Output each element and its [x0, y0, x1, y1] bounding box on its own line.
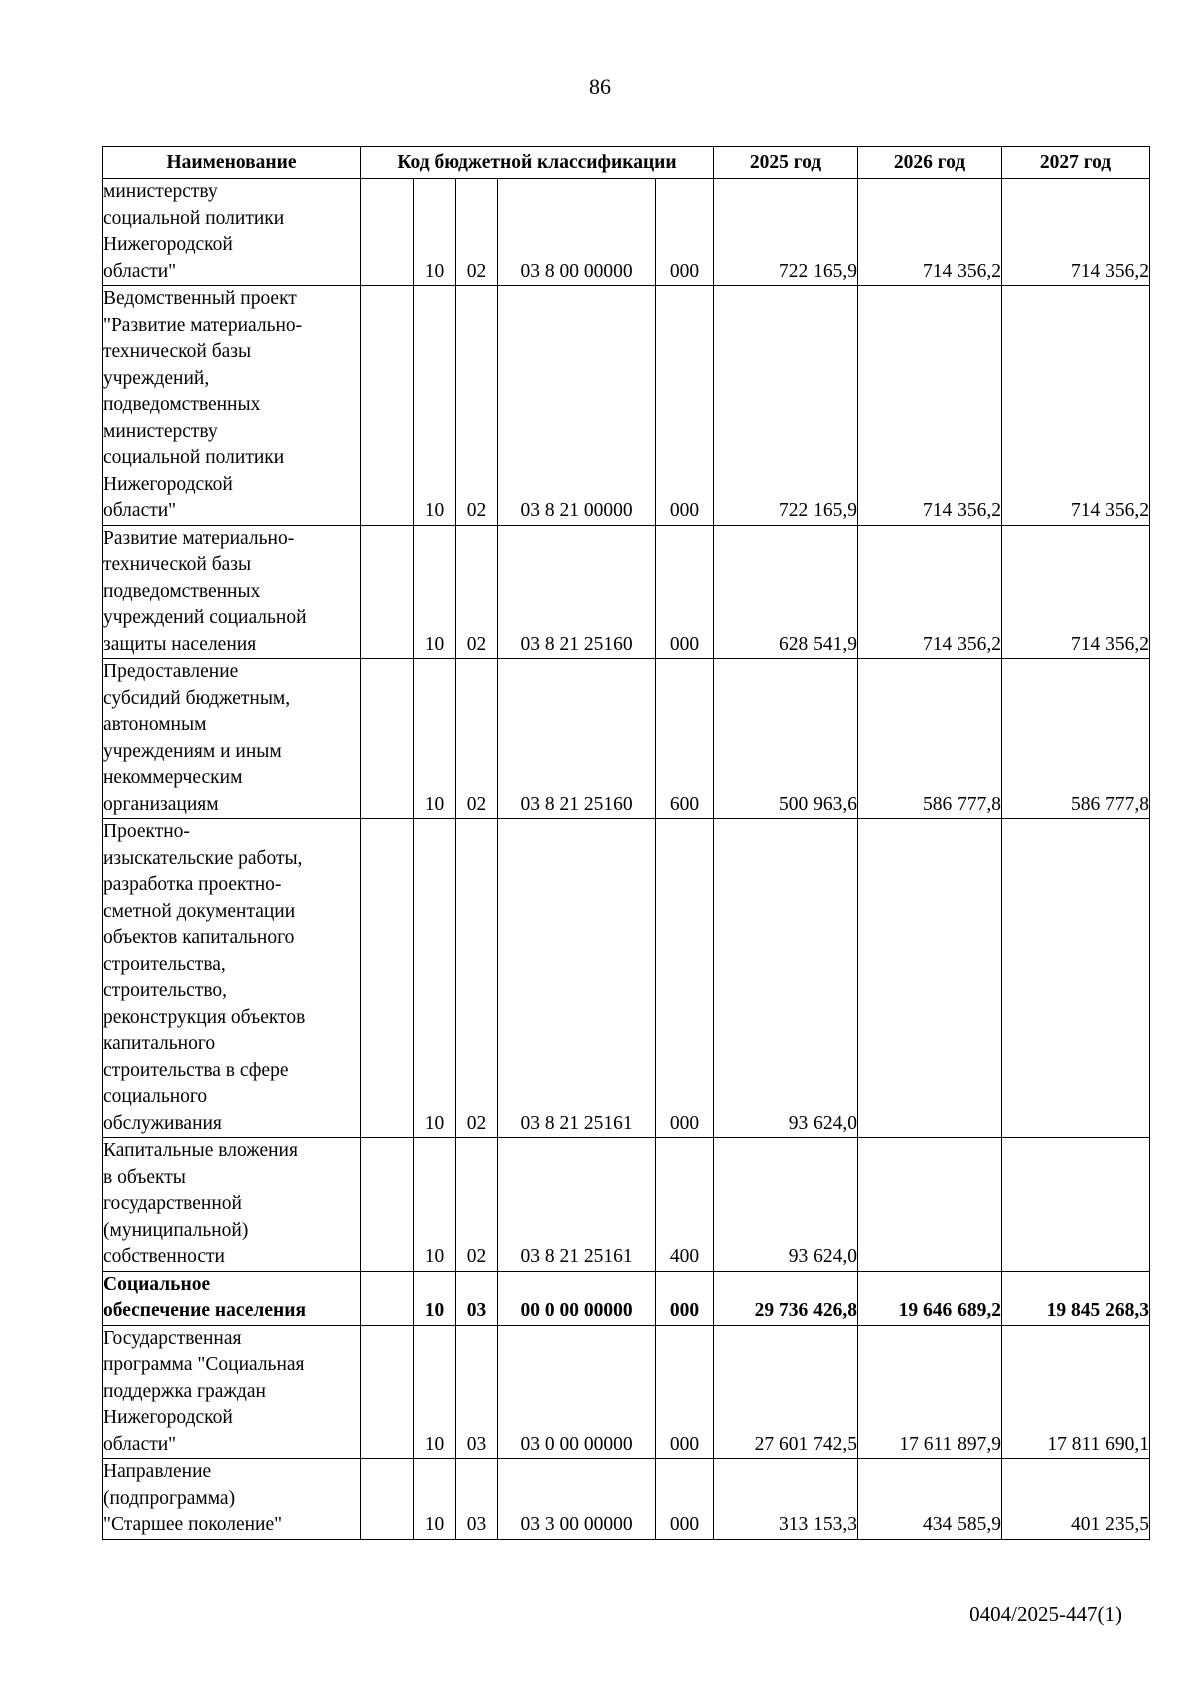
- row-name-line: области": [103, 260, 177, 282]
- row-name-line: обеспечение населения: [103, 1300, 306, 1321]
- amount-2026: 586 777,8: [858, 659, 1002, 819]
- code-part-1: [361, 1138, 414, 1272]
- row-name-line: Нижегородской: [103, 234, 233, 255]
- code-part-1: [361, 819, 414, 1138]
- code-expense-type: 000: [656, 286, 714, 526]
- code-part-1: [361, 179, 414, 286]
- amount-2025: 722 165,9: [714, 179, 858, 286]
- amount-2026: 17 611 897,9: [858, 1325, 1002, 1459]
- row-name-line: учреждений,: [103, 367, 210, 389]
- row-name-line: обслуживания: [103, 1112, 222, 1134]
- row-name-line: социальной политики: [103, 207, 285, 229]
- amount-2027: 714 356,2: [1002, 525, 1150, 659]
- row-name-line: "Развитие материально-: [103, 314, 303, 336]
- code-part-1: [361, 286, 414, 526]
- row-name: [103, 819, 361, 1138]
- row-name-line: защиты населения: [103, 633, 257, 655]
- row-name-line: Капитальные вложения: [103, 1140, 298, 1161]
- row-name-line: сметной документации: [103, 900, 296, 922]
- amount-2026: 714 356,2: [858, 179, 1002, 286]
- row-name-line: изыскательские работы,: [103, 847, 303, 869]
- table-row: [103, 659, 1150, 819]
- table-row: [103, 525, 1150, 659]
- code-section: 10: [414, 659, 456, 819]
- row-name-line: "Старшее поколение": [103, 1514, 283, 1535]
- code-target-article: 03 8 21 25161: [498, 819, 656, 1138]
- row-name-line: реконструкция объектов: [103, 1006, 306, 1028]
- code-part-1: [361, 1271, 414, 1325]
- row-name: [103, 1459, 361, 1540]
- code-target-article: 03 8 00 00000: [498, 179, 656, 286]
- code-target-article: 03 8 21 25160: [498, 525, 656, 659]
- row-name-line: технической базы: [103, 554, 252, 575]
- amount-2027: 586 777,8: [1002, 659, 1150, 819]
- code-section: 10: [414, 1138, 456, 1272]
- code-part-1: [361, 525, 414, 659]
- code-subsection: 02: [456, 179, 498, 286]
- row-name-line: Нижегородской: [103, 1407, 233, 1428]
- row-name: [103, 525, 361, 659]
- row-name-line: Государственная: [103, 1327, 242, 1349]
- code-target-article: 03 8 21 00000: [498, 286, 656, 526]
- code-target-article: 03 8 21 25161: [498, 1138, 656, 1272]
- row-name-line: поддержка граждан: [103, 1380, 266, 1402]
- code-part-1: [361, 659, 414, 819]
- table-body: [103, 179, 1150, 1540]
- amount-2026: 714 356,2: [858, 286, 1002, 526]
- code-subsection: 02: [456, 1138, 498, 1272]
- row-name-line: подведомственных: [103, 580, 261, 602]
- row-name-line: в объекты: [103, 1166, 186, 1188]
- page-number: 86: [589, 74, 611, 99]
- code-expense-type: 000: [656, 1271, 714, 1325]
- table-row: [103, 286, 1150, 526]
- header-name: Наименование: [103, 147, 361, 179]
- amount-2025: 93 624,0: [714, 1138, 858, 1272]
- code-subsection: 03: [456, 1459, 498, 1540]
- code-subsection: 02: [456, 286, 498, 526]
- amount-2027: 714 356,2: [1002, 286, 1150, 526]
- row-name-line: Развитие материально-: [103, 527, 295, 549]
- code-subsection: 03: [456, 1325, 498, 1459]
- row-name-line: строительство,: [103, 980, 228, 1001]
- row-name-line: технической базы: [103, 341, 252, 362]
- code-section: 10: [414, 1271, 456, 1325]
- amount-2025: 500 963,6: [714, 659, 858, 819]
- row-name-line: Ведомственный проект: [103, 288, 297, 309]
- row-name-line: Предоставление: [103, 661, 239, 682]
- row-name-line: строительства в сфере: [103, 1059, 289, 1081]
- row-name-line: учреждениям и иным: [103, 740, 282, 762]
- row-name-line: капитального: [103, 1033, 216, 1054]
- row-name: [103, 1271, 361, 1325]
- table-row: [103, 1271, 1150, 1325]
- row-name: [103, 179, 361, 286]
- header-code: Код бюджетной классификации: [361, 147, 714, 179]
- code-expense-type: 000: [656, 1459, 714, 1540]
- row-name-line: Проектно-: [103, 821, 190, 842]
- row-name-line: Направление: [103, 1461, 212, 1482]
- row-name-line: подведомственных: [103, 394, 261, 415]
- table-row: [103, 1459, 1150, 1540]
- row-name-line: разработка проектно-: [103, 874, 282, 895]
- row-name-line: строительства,: [103, 953, 226, 975]
- budget-table: [102, 146, 1150, 1540]
- row-name-line: области": [103, 500, 177, 521]
- row-name-line: объектов капитального: [103, 927, 295, 948]
- table-row: [103, 1138, 1150, 1272]
- row-name-line: социального: [103, 1086, 208, 1107]
- code-target-article: 03 3 00 00000: [498, 1459, 656, 1540]
- row-name-line: субсидий бюджетным,: [103, 687, 291, 709]
- row-name-line: области": [103, 1433, 177, 1455]
- row-name-line: учреждений социальной: [103, 607, 307, 628]
- amount-2027: 19 845 268,3: [1002, 1271, 1150, 1325]
- table-row: [103, 819, 1150, 1138]
- code-target-article: 03 0 00 00000: [498, 1325, 656, 1459]
- amount-2027: [1002, 819, 1150, 1138]
- row-name: [103, 286, 361, 526]
- code-subsection: 02: [456, 819, 498, 1138]
- row-name-line: программа "Социальная: [103, 1354, 305, 1375]
- amount-2025: 27 601 742,5: [714, 1325, 858, 1459]
- table-header-row: [103, 147, 1150, 179]
- code-expense-type: 000: [656, 1325, 714, 1459]
- row-name: [103, 1138, 361, 1272]
- row-name-line: министерству: [103, 420, 218, 442]
- row-name: [103, 659, 361, 819]
- row-name-line: некоммерческим: [103, 767, 243, 788]
- table-row: [103, 179, 1150, 286]
- code-section: 10: [414, 819, 456, 1138]
- code-section: 10: [414, 1325, 456, 1459]
- row-name: [103, 1325, 361, 1459]
- amount-2026: 434 585,9: [858, 1459, 1002, 1540]
- code-subsection: 03: [456, 1271, 498, 1325]
- amount-2027: [1002, 1138, 1150, 1272]
- header-2027: 2027 год: [1002, 147, 1150, 179]
- code-expense-type: 600: [656, 659, 714, 819]
- amount-2025: 93 624,0: [714, 819, 858, 1138]
- amount-2027: 401 235,5: [1002, 1459, 1150, 1540]
- code-part-1: [361, 1459, 414, 1540]
- row-name-line: организациям: [103, 793, 219, 815]
- code-expense-type: 000: [656, 525, 714, 659]
- document-code: 0404/2025-447(1): [969, 1602, 1122, 1626]
- row-name-line: Социальное: [103, 1273, 211, 1295]
- amount-2025: 628 541,9: [714, 525, 858, 659]
- row-name-line: собственности: [103, 1246, 225, 1267]
- amount-2027: 714 356,2: [1002, 179, 1150, 286]
- code-expense-type: 000: [656, 819, 714, 1138]
- code-expense-type: 000: [656, 179, 714, 286]
- code-target-article: 03 8 21 25160: [498, 659, 656, 819]
- row-name-line: (муниципальной): [103, 1219, 249, 1241]
- code-subsection: 02: [456, 525, 498, 659]
- amount-2026: [858, 819, 1002, 1138]
- code-section: 10: [414, 286, 456, 526]
- code-expense-type: 400: [656, 1138, 714, 1272]
- row-name-line: (подпрограмма): [103, 1487, 236, 1509]
- amount-2025: 29 736 426,8: [714, 1271, 858, 1325]
- row-name-line: Нижегородской: [103, 473, 233, 495]
- code-target-article: 00 0 00 00000: [498, 1271, 656, 1325]
- row-name-line: автономным: [103, 714, 207, 735]
- amount-2025: 722 165,9: [714, 286, 858, 526]
- amount-2026: 714 356,2: [858, 525, 1002, 659]
- code-part-1: [361, 1325, 414, 1459]
- header-2026: 2026 год: [858, 147, 1002, 179]
- row-name-line: социальной политики: [103, 447, 285, 468]
- amount-2026: 19 646 689,2: [858, 1271, 1002, 1325]
- amount-2027: 17 811 690,1: [1002, 1325, 1150, 1459]
- amount-2026: [858, 1138, 1002, 1272]
- table-row: [103, 1325, 1150, 1459]
- code-subsection: 02: [456, 659, 498, 819]
- code-section: 10: [414, 1459, 456, 1540]
- code-section: 10: [414, 179, 456, 286]
- row-name-line: министерству: [103, 181, 218, 202]
- code-section: 10: [414, 525, 456, 659]
- header-2025: 2025 год: [714, 147, 858, 179]
- row-name-line: государственной: [103, 1193, 242, 1214]
- amount-2025: 313 153,3: [714, 1459, 858, 1540]
